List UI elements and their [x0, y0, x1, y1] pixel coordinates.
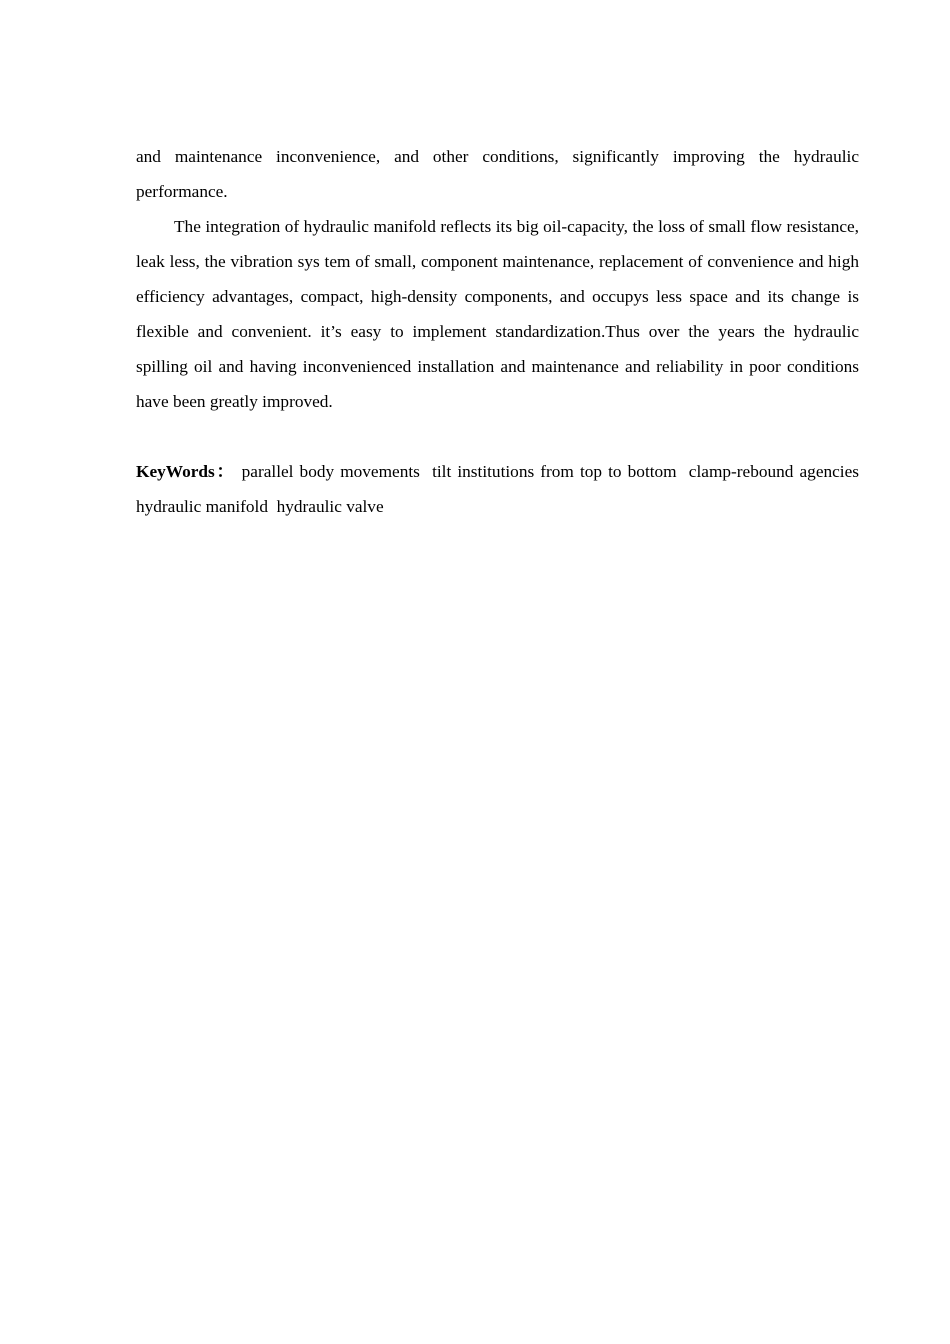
- keywords-text: parallel body movements tilt institutions from top to bottom clamp-rebound agencies hydraulic manifold hydraulic valve: [136, 462, 868, 516]
- paragraph-continuation: and maintenance inconvenience, and other conditions, significantly improving the hydraulic performance.: [136, 147, 859, 201]
- keywords-line: [136, 454, 868, 524]
- keywords-label: KeyWords：: [136, 462, 236, 481]
- paragraph-integration: The integration of hydraulic manifold reflects its big oil-capacity, the loss of small flow resistance, leak less, the vibration sys tem of small, component maintenance, replacement of convenience and high efficiency advantages, compact, high-density components, and occupys less space and its change is flexible and convenient. it’s easy to implement standardization.Thus over the years the hydraulic spilling oil and having inconvenienced installation and maintenance and reliability in poor conditions have been greatly improved.: [136, 217, 859, 411]
- document-body: [136, 139, 868, 524]
